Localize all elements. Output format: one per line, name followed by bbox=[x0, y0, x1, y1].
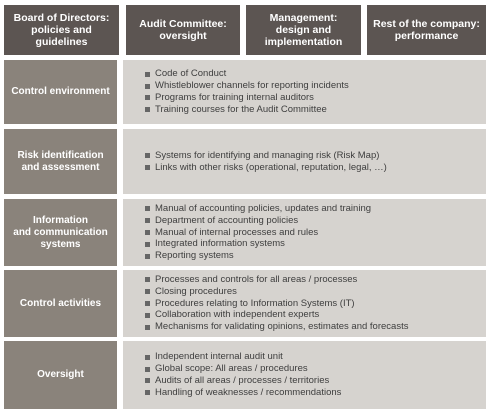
list-item-text: Collaboration with independent experts bbox=[155, 309, 320, 321]
square-bullet-icon bbox=[145, 277, 150, 282]
row-items bbox=[123, 60, 486, 124]
list-item-text: Processes and controls for all areas / processes bbox=[155, 274, 358, 285]
list-item-text: Systems for identifying and managing risk (Risk Map) bbox=[155, 149, 380, 161]
square-bullet-icon bbox=[145, 325, 150, 330]
list-item-text: Manual of accounting policies, updates and training bbox=[155, 203, 372, 214]
component-row bbox=[4, 341, 486, 409]
square-bullet-icon bbox=[145, 301, 150, 306]
square-bullet-icon bbox=[145, 107, 150, 112]
square-bullet-icon bbox=[145, 84, 150, 89]
component-row bbox=[4, 129, 486, 194]
row-label: Information and communication systems bbox=[4, 199, 117, 266]
component-row bbox=[4, 60, 486, 124]
header-board: Board of Directors: policies and guidelines bbox=[4, 5, 119, 55]
list-item bbox=[145, 203, 486, 215]
list-item bbox=[145, 238, 486, 250]
list-item-text: Department of accounting policies bbox=[155, 214, 299, 226]
list-item bbox=[145, 92, 486, 104]
square-bullet-icon bbox=[145, 242, 150, 247]
list-item bbox=[145, 227, 486, 239]
list-item bbox=[145, 298, 486, 310]
list-item-text: Handling of weaknesses / recommendations bbox=[155, 386, 342, 398]
row-items bbox=[123, 129, 486, 194]
row-items bbox=[123, 199, 486, 266]
list-item bbox=[145, 286, 486, 298]
row-label: Control activities bbox=[4, 270, 117, 337]
list-item-text: Reporting systems bbox=[155, 250, 234, 262]
list-item bbox=[145, 250, 486, 262]
header-management: Management: design and implementation bbox=[246, 5, 361, 55]
header-rest-of-company: Rest of the company: performance bbox=[367, 5, 486, 55]
square-bullet-icon bbox=[145, 165, 150, 170]
square-bullet-icon bbox=[145, 230, 150, 235]
square-bullet-icon bbox=[145, 289, 150, 294]
list-item bbox=[145, 80, 486, 92]
list-item bbox=[145, 387, 486, 399]
list-item bbox=[145, 363, 486, 375]
list-item-text: Programs for training internal auditors bbox=[155, 92, 314, 103]
list-item-text: Integrated information systems bbox=[155, 238, 285, 250]
square-bullet-icon bbox=[145, 367, 150, 372]
row-label: Risk identification and assessment bbox=[4, 129, 117, 194]
square-bullet-icon bbox=[145, 313, 150, 318]
square-bullet-icon bbox=[145, 153, 150, 158]
list-item-text: Whistleblower channels for reporting incidents bbox=[155, 80, 349, 92]
list-item bbox=[145, 321, 486, 333]
list-item-text: Closing procedures bbox=[155, 285, 237, 297]
square-bullet-icon bbox=[145, 355, 150, 360]
list-item bbox=[145, 309, 486, 321]
list-item bbox=[145, 104, 486, 116]
square-bullet-icon bbox=[145, 95, 150, 100]
square-bullet-icon bbox=[145, 254, 150, 259]
list-item-text: Procedures relating to Information Systems (IT) bbox=[155, 297, 355, 309]
list-item bbox=[145, 274, 486, 286]
header-audit-committee: Audit Committee: oversight bbox=[126, 5, 240, 55]
square-bullet-icon bbox=[145, 378, 150, 383]
square-bullet-icon bbox=[145, 390, 150, 395]
row-label: Control environment bbox=[4, 60, 117, 124]
list-item-text: Code of Conduct bbox=[155, 68, 227, 80]
list-item-text: Training courses for the Audit Committee bbox=[155, 103, 327, 115]
square-bullet-icon bbox=[145, 72, 150, 77]
list-item bbox=[145, 68, 486, 80]
square-bullet-icon bbox=[145, 218, 150, 223]
component-row bbox=[4, 199, 486, 266]
row-label: Oversight bbox=[4, 341, 117, 409]
list-item-text: Independent internal audit unit bbox=[155, 351, 283, 363]
list-item bbox=[145, 375, 486, 387]
square-bullet-icon bbox=[145, 206, 150, 211]
list-item bbox=[145, 150, 486, 162]
list-item-text: Global scope: All areas / procedures bbox=[155, 363, 308, 375]
component-row bbox=[4, 270, 486, 337]
list-item-text: Manual of internal processes and rules bbox=[155, 226, 319, 238]
list-item bbox=[145, 215, 486, 227]
list-item bbox=[145, 351, 486, 363]
list-item bbox=[145, 162, 486, 174]
list-item-text: Audits of all areas / processes / territories bbox=[155, 375, 330, 386]
row-items bbox=[123, 341, 486, 409]
list-item-text: Mechanisms for validating opinions, estimates and forecasts bbox=[155, 321, 409, 333]
list-item-text: Links with other risks (operational, reputation, legal, …) bbox=[155, 161, 387, 173]
row-items bbox=[123, 270, 486, 337]
